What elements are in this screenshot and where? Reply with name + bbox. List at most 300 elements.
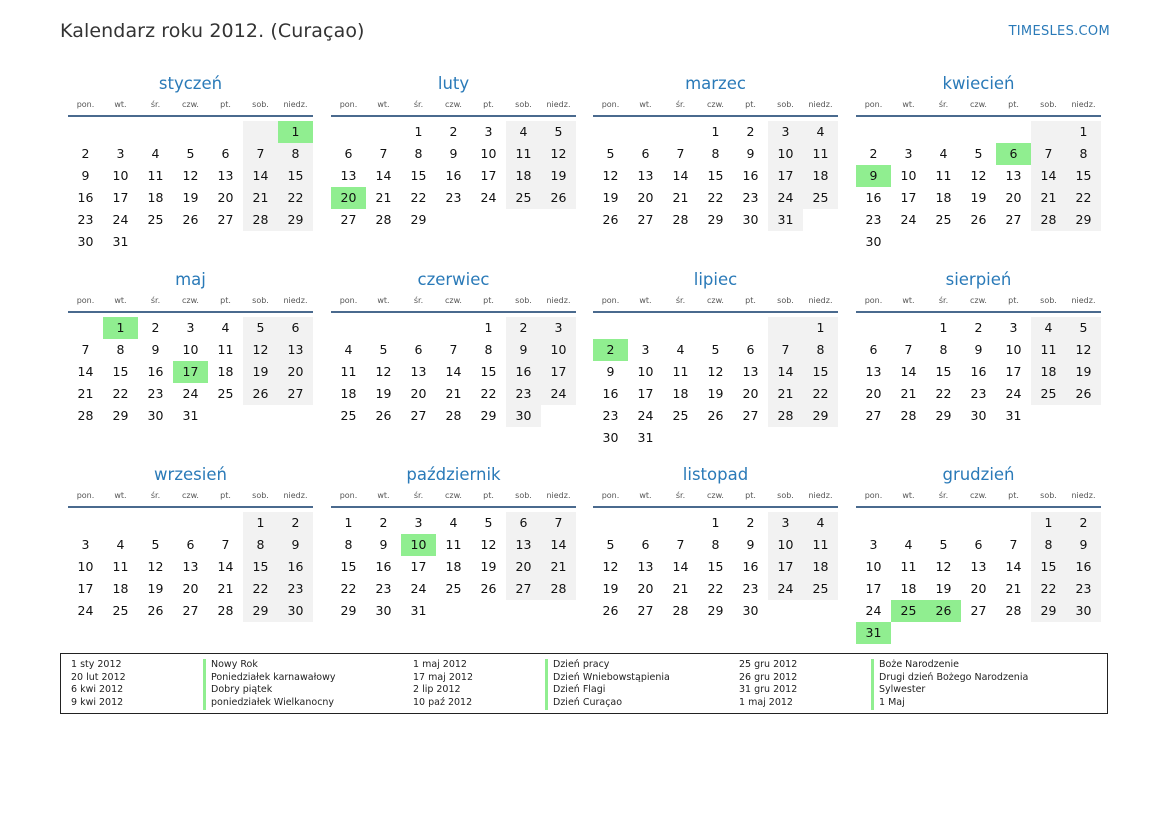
- legend-date: 2 lip 2012: [413, 684, 461, 696]
- day-cell: 15: [340, 559, 357, 574]
- day-cell: 29: [1031, 600, 1066, 622]
- day-cell: 15: [243, 556, 278, 578]
- day-cell: 4: [939, 146, 948, 161]
- day-cell: 9: [974, 342, 983, 357]
- day-cell: 25: [445, 581, 462, 596]
- day-cell: 6: [869, 342, 878, 357]
- day-cell: 29: [340, 603, 357, 618]
- day-cell: 21: [672, 581, 689, 596]
- day-cell: 24: [865, 603, 882, 618]
- day-cell: 12: [707, 364, 724, 379]
- day-cell: 13: [637, 168, 654, 183]
- day-cell: 21: [445, 386, 462, 401]
- day-grid: [331, 512, 576, 622]
- day-cell: 14: [541, 534, 576, 556]
- empty-day: [733, 317, 768, 339]
- day-cell: 6: [506, 512, 541, 534]
- day-cell: 7: [379, 146, 388, 161]
- day-cell: 21: [1031, 187, 1066, 209]
- day-cell: 29: [278, 209, 313, 231]
- day-cell: 15: [935, 364, 952, 379]
- weekday-label: czw.: [970, 491, 987, 500]
- day-cell: 9: [379, 537, 388, 552]
- day-cell: 21: [672, 190, 689, 205]
- day-cell: 9: [746, 537, 755, 552]
- day-cell: 16: [375, 559, 392, 574]
- day-cell: 13: [637, 559, 654, 574]
- day-cell: 2: [81, 146, 90, 161]
- day-cell: 4: [506, 121, 541, 143]
- day-cell: 18: [803, 165, 838, 187]
- weekday-label: pt.: [1008, 296, 1019, 305]
- holiday-day: 25: [891, 600, 926, 622]
- day-cell: 26: [602, 212, 619, 227]
- day-cell: 5: [974, 146, 983, 161]
- day-cell: 10: [865, 559, 882, 574]
- day-cell: 27: [637, 212, 654, 227]
- day-cell: 22: [410, 190, 427, 205]
- day-cell: 3: [869, 537, 878, 552]
- day-cell: 2: [506, 317, 541, 339]
- day-cell: 19: [243, 361, 278, 383]
- legend-names-column: [871, 659, 1028, 710]
- day-grid: [856, 121, 1101, 253]
- empty-day: [208, 512, 243, 534]
- weekday-label: śr.: [150, 491, 161, 500]
- weekday-label: niedz.: [283, 100, 308, 109]
- legend-holiday-name: Dzień Wniebowstąpienia: [545, 672, 670, 685]
- weekday-header: [331, 486, 576, 508]
- empty-day: [68, 317, 103, 339]
- month-block: [856, 464, 1101, 644]
- day-cell: 30: [77, 234, 94, 249]
- day-cell: 24: [77, 603, 94, 618]
- day-cell: 14: [217, 559, 234, 574]
- day-cell: 6: [414, 342, 423, 357]
- day-cell: 15: [410, 168, 427, 183]
- day-cell: 24: [112, 212, 129, 227]
- day-cell: 27: [742, 408, 759, 423]
- day-cell: 24: [1005, 386, 1022, 401]
- day-cell: 27: [182, 603, 199, 618]
- month-name: listopad: [682, 465, 749, 484]
- day-cell: 16: [77, 190, 94, 205]
- day-cell: 9: [449, 146, 458, 161]
- day-cell: 26: [243, 383, 278, 405]
- day-cell: 11: [340, 364, 357, 379]
- day-cell: 2: [151, 320, 160, 335]
- legend-dates-column: [739, 659, 797, 710]
- day-cell: 29: [707, 603, 724, 618]
- day-cell: 22: [243, 578, 278, 600]
- day-cell: 7: [676, 537, 685, 552]
- day-cell: 21: [900, 386, 917, 401]
- holiday-day: 6: [996, 143, 1031, 165]
- day-cell: 30: [147, 408, 164, 423]
- legend-names-column: [545, 659, 670, 710]
- weekday-label: śr.: [150, 296, 161, 305]
- site-link[interactable]: TIMESLES.COM: [1008, 24, 1110, 39]
- legend-holiday-name: Dzień Curaçao: [545, 697, 670, 710]
- weekday-label: sob.: [777, 491, 794, 500]
- day-cell: 10: [182, 342, 199, 357]
- legend-holiday-name: Nowy Rok: [203, 659, 335, 672]
- day-cell: 12: [541, 143, 576, 165]
- day-cell: 22: [707, 581, 724, 596]
- day-cell: 13: [865, 364, 882, 379]
- day-cell: 28: [77, 408, 94, 423]
- day-cell: 7: [904, 342, 913, 357]
- day-cell: 15: [707, 559, 724, 574]
- day-cell: 4: [151, 146, 160, 161]
- weekday-label: wt.: [902, 296, 915, 305]
- month-block: [68, 464, 313, 622]
- empty-day: [401, 317, 436, 339]
- day-cell: 6: [974, 537, 983, 552]
- day-cell: 12: [147, 559, 164, 574]
- day-cell: 8: [711, 146, 720, 161]
- day-cell: 22: [340, 581, 357, 596]
- month-name: wrzesień: [154, 465, 227, 484]
- day-cell: 31: [112, 234, 129, 249]
- day-cell: 26: [541, 187, 576, 209]
- day-cell: 31: [410, 603, 427, 618]
- weekday-header: [68, 95, 313, 117]
- empty-day: [331, 317, 366, 339]
- empty-day: [891, 512, 926, 534]
- day-cell: 15: [707, 168, 724, 183]
- day-cell: 14: [375, 168, 392, 183]
- weekday-label: czw.: [182, 296, 199, 305]
- day-cell: 17: [768, 165, 803, 187]
- day-cell: 11: [506, 143, 541, 165]
- month-block: [593, 73, 838, 231]
- legend-date: 10 paź 2012: [413, 697, 473, 709]
- day-cell: 3: [484, 124, 493, 139]
- weekday-label: wt.: [639, 296, 652, 305]
- day-cell: 12: [375, 364, 392, 379]
- day-cell: 5: [606, 146, 615, 161]
- legend-holiday-name: Poniedziałek karnawałowy: [203, 672, 335, 685]
- day-cell: 18: [803, 556, 838, 578]
- empty-day: [628, 317, 663, 339]
- weekday-label: śr.: [675, 100, 686, 109]
- weekday-label: pt.: [220, 100, 231, 109]
- day-cell: 11: [803, 143, 838, 165]
- day-cell: 14: [672, 168, 689, 183]
- empty-day: [856, 317, 891, 339]
- weekday-header: [593, 291, 838, 313]
- day-cell: 1: [1031, 512, 1066, 534]
- weekday-label: śr.: [675, 296, 686, 305]
- day-cell: 5: [541, 121, 576, 143]
- day-cell: 18: [147, 190, 164, 205]
- weekday-label: pt.: [483, 100, 494, 109]
- empty-day: [698, 317, 733, 339]
- day-cell: 3: [541, 317, 576, 339]
- day-cell: 18: [506, 165, 541, 187]
- day-cell: 16: [742, 168, 759, 183]
- empty-day: [243, 121, 278, 143]
- day-cell: 17: [865, 581, 882, 596]
- day-cell: 21: [541, 556, 576, 578]
- day-cell: 6: [186, 537, 195, 552]
- legend-date: 9 kwi 2012: [71, 697, 124, 709]
- weekday-label: śr.: [413, 491, 424, 500]
- weekday-label: pt.: [745, 491, 756, 500]
- day-cell: 14: [445, 364, 462, 379]
- weekday-label: czw.: [182, 100, 199, 109]
- empty-day: [208, 121, 243, 143]
- day-cell: 5: [711, 342, 720, 357]
- day-cell: 17: [410, 559, 427, 574]
- empty-day: [628, 121, 663, 143]
- day-cell: 30: [602, 430, 619, 445]
- day-grid: [68, 317, 313, 427]
- day-cell: 2: [869, 146, 878, 161]
- weekday-header: [331, 95, 576, 117]
- day-cell: 9: [606, 364, 615, 379]
- day-cell: 4: [221, 320, 230, 335]
- month-block: [856, 269, 1101, 427]
- day-cell: 31: [1005, 408, 1022, 423]
- day-cell: 23: [147, 386, 164, 401]
- day-cell: 23: [602, 408, 619, 423]
- day-cell: 14: [1031, 165, 1066, 187]
- day-cell: 26: [147, 603, 164, 618]
- day-cell: 22: [935, 386, 952, 401]
- empty-day: [366, 121, 401, 143]
- day-cell: 28: [541, 578, 576, 600]
- day-cell: 20: [970, 581, 987, 596]
- weekday-label: niedz.: [808, 100, 833, 109]
- weekday-label: pt.: [483, 491, 494, 500]
- day-cell: 25: [803, 578, 838, 600]
- day-cell: 10: [77, 559, 94, 574]
- empty-day: [856, 121, 891, 143]
- day-cell: 27: [410, 408, 427, 423]
- day-cell: 24: [182, 386, 199, 401]
- weekday-label: wt.: [114, 491, 127, 500]
- weekday-label: pon.: [76, 491, 95, 500]
- day-cell: 25: [112, 603, 129, 618]
- weekday-label: pt.: [745, 100, 756, 109]
- day-cell: 22: [278, 187, 313, 209]
- weekday-label: śr.: [938, 296, 949, 305]
- empty-day: [173, 121, 208, 143]
- weekday-label: pt.: [483, 296, 494, 305]
- day-cell: 16: [1066, 556, 1101, 578]
- day-grid: [593, 317, 838, 449]
- day-cell: 14: [243, 165, 278, 187]
- day-cell: 30: [278, 600, 313, 622]
- day-cell: 26: [182, 212, 199, 227]
- day-cell: 20: [742, 386, 759, 401]
- empty-day: [68, 512, 103, 534]
- day-cell: 26: [375, 408, 392, 423]
- legend-date: 1 sty 2012: [71, 659, 122, 670]
- day-cell: 16: [742, 559, 759, 574]
- legend-date: 1 maj 2012: [739, 697, 793, 709]
- day-cell: 10: [1005, 342, 1022, 357]
- day-cell: 11: [445, 537, 462, 552]
- day-cell: 19: [147, 581, 164, 596]
- day-cell: 17: [112, 190, 129, 205]
- day-cell: 27: [970, 603, 987, 618]
- weekday-label: sob.: [515, 100, 532, 109]
- weekday-label: sob.: [252, 296, 269, 305]
- weekday-label: czw.: [707, 296, 724, 305]
- weekday-header: [856, 291, 1101, 313]
- day-cell: 2: [974, 320, 983, 335]
- day-cell: 22: [707, 190, 724, 205]
- day-cell: 29: [243, 600, 278, 622]
- day-cell: 29: [1066, 209, 1101, 231]
- weekday-label: czw.: [970, 296, 987, 305]
- weekday-header: [331, 291, 576, 313]
- month-block: [68, 73, 313, 253]
- day-cell: 20: [182, 581, 199, 596]
- day-cell: 21: [1005, 581, 1022, 596]
- weekday-label: czw.: [445, 100, 462, 109]
- empty-day: [593, 512, 628, 534]
- day-cell: 24: [480, 190, 497, 205]
- weekday-label: wt.: [902, 100, 915, 109]
- day-cell: 29: [480, 408, 497, 423]
- legend-date: 20 lut 2012: [71, 671, 126, 683]
- month-name: marzec: [685, 74, 746, 93]
- day-cell: 11: [672, 364, 689, 379]
- day-cell: 23: [278, 578, 313, 600]
- day-cell: 16: [445, 168, 462, 183]
- day-cell: 5: [1066, 317, 1101, 339]
- weekday-label: śr.: [938, 100, 949, 109]
- day-cell: 16: [506, 361, 541, 383]
- day-cell: 24: [900, 212, 917, 227]
- empty-day: [138, 121, 173, 143]
- legend-date: 26 gru 2012: [739, 671, 798, 683]
- day-cell: 1: [1066, 121, 1101, 143]
- day-cell: 8: [344, 537, 353, 552]
- weekday-label: niedz.: [1071, 296, 1096, 305]
- day-cell: 24: [768, 187, 803, 209]
- day-cell: 12: [970, 168, 987, 183]
- weekday-label: niedz.: [808, 491, 833, 500]
- month-name: kwiecień: [942, 74, 1015, 93]
- weekday-label: pon.: [864, 100, 883, 109]
- day-cell: 12: [243, 339, 278, 361]
- legend-date: 6 kwi 2012: [71, 684, 124, 696]
- weekday-label: sob.: [1040, 491, 1057, 500]
- legend-holiday-name: Drugi dzień Bożego Narodzenia: [871, 672, 1028, 685]
- day-cell: 20: [217, 190, 234, 205]
- day-cell: 12: [935, 559, 952, 574]
- day-cell: 29: [112, 408, 129, 423]
- holiday-day: 1: [278, 121, 313, 143]
- day-cell: 31: [768, 209, 803, 231]
- day-cell: 7: [768, 339, 803, 361]
- weekday-label: pon.: [601, 296, 620, 305]
- holiday-day: 31: [856, 622, 891, 644]
- day-cell: 6: [746, 342, 755, 357]
- weekday-label: pon.: [339, 491, 358, 500]
- day-cell: 13: [410, 364, 427, 379]
- day-cell: 7: [676, 146, 685, 161]
- day-grid: [331, 121, 576, 231]
- weekday-label: śr.: [675, 491, 686, 500]
- weekday-label: wt.: [114, 296, 127, 305]
- day-cell: 13: [278, 339, 313, 361]
- weekday-label: pon.: [76, 100, 95, 109]
- weekday-label: sob.: [1040, 100, 1057, 109]
- day-cell: 18: [340, 386, 357, 401]
- day-cell: 5: [186, 146, 195, 161]
- day-cell: 18: [1031, 361, 1066, 383]
- day-cell: 7: [541, 512, 576, 534]
- empty-day: [996, 121, 1031, 143]
- day-cell: 18: [112, 581, 129, 596]
- empty-day: [593, 121, 628, 143]
- day-cell: 3: [1009, 320, 1018, 335]
- day-cell: 10: [900, 168, 917, 183]
- month-name: sierpień: [945, 270, 1012, 289]
- day-cell: 30: [1066, 600, 1101, 622]
- legend-holiday-name: Boże Narodzenie: [871, 659, 1028, 672]
- weekday-label: pon.: [864, 491, 883, 500]
- day-cell: 15: [480, 364, 497, 379]
- day-cell: 19: [970, 190, 987, 205]
- day-cell: 4: [1031, 317, 1066, 339]
- day-cell: 19: [182, 190, 199, 205]
- day-cell: 8: [1031, 534, 1066, 556]
- day-cell: 3: [768, 121, 803, 143]
- month-block: [331, 73, 576, 231]
- day-cell: 28: [217, 603, 234, 618]
- weekday-label: pon.: [76, 296, 95, 305]
- holiday-day: 20: [331, 187, 366, 209]
- holiday-day: 9: [856, 165, 891, 187]
- day-cell: 20: [1005, 190, 1022, 205]
- day-cell: 3: [641, 342, 650, 357]
- day-cell: 11: [112, 559, 129, 574]
- day-cell: 7: [1009, 537, 1018, 552]
- day-cell: 9: [746, 146, 755, 161]
- day-cell: 22: [1066, 187, 1101, 209]
- day-cell: 6: [278, 317, 313, 339]
- day-cell: 20: [278, 361, 313, 383]
- day-cell: 6: [641, 146, 650, 161]
- day-cell: 23: [742, 190, 759, 205]
- weekday-label: czw.: [182, 491, 199, 500]
- empty-day: [663, 317, 698, 339]
- day-cell: 17: [480, 168, 497, 183]
- day-cell: 13: [182, 559, 199, 574]
- day-cell: 22: [480, 386, 497, 401]
- month-block: [331, 464, 576, 622]
- day-cell: 1: [414, 124, 423, 139]
- weekday-label: pt.: [1008, 100, 1019, 109]
- weekday-label: śr.: [413, 100, 424, 109]
- empty-day: [593, 317, 628, 339]
- day-cell: 12: [182, 168, 199, 183]
- day-grid: [856, 317, 1101, 427]
- day-cell: 15: [112, 364, 129, 379]
- day-grid: [331, 317, 576, 427]
- day-cell: 20: [865, 386, 882, 401]
- empty-day: [103, 121, 138, 143]
- day-cell: 21: [77, 386, 94, 401]
- day-cell: 19: [541, 165, 576, 187]
